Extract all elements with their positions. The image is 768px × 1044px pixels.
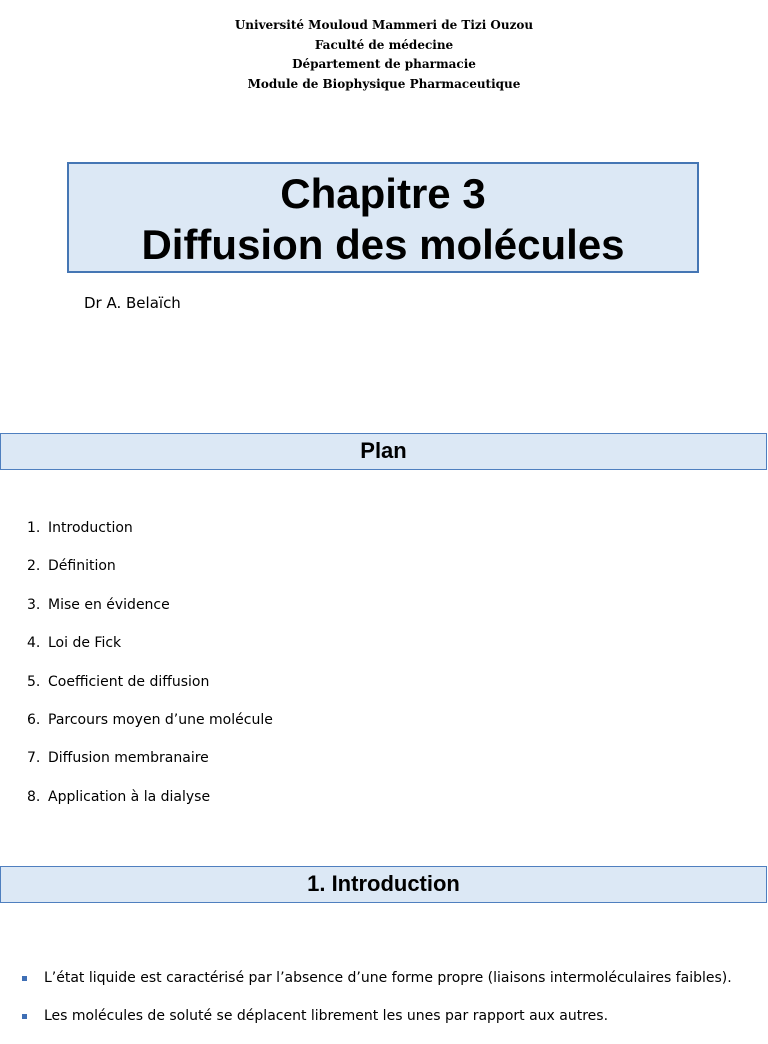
bullet-text: L’état liquide est caractérisé par l’absence d’une forme propre (liaisons intermoléculaires faibles). — [44, 970, 732, 986]
bullet-item — [22, 968, 732, 1006]
chapter-title: Diffusion des molécules — [141, 221, 625, 268]
list-item — [27, 710, 273, 748]
square-bullet-icon — [22, 976, 27, 981]
list-item-number: 3. — [27, 596, 41, 613]
list-item-label: Coefficient de diffusion — [48, 673, 210, 690]
list-item-label: Mise en évidence — [48, 596, 170, 613]
list-item — [27, 748, 273, 786]
plan-heading: Plan — [0, 433, 767, 470]
square-bullet-icon — [22, 1014, 27, 1019]
bullet-text: Les molécules de soluté se déplacent librement les unes par rapport aux autres. — [44, 1008, 609, 1024]
list-item — [27, 633, 273, 671]
list-item — [27, 595, 273, 633]
chapter-number: Chapitre 3 — [280, 170, 486, 217]
introduction-bullets — [22, 968, 732, 1044]
header-line-university: Université Mouloud Mammeri de Tizi Ouzou — [234, 18, 534, 32]
list-item — [27, 556, 273, 594]
plan-list — [27, 518, 273, 825]
list-item-label: Introduction — [48, 520, 133, 536]
chapter-title-box — [67, 162, 699, 273]
header-line-department: Département de pharmacie — [292, 57, 476, 71]
header-line-module: Module de Biophysique Pharmaceutique — [247, 76, 521, 91]
list-item — [27, 672, 273, 710]
list-item-label: Loi de Fick — [48, 635, 122, 652]
list-item-number: 2. — [27, 558, 41, 575]
list-item-label: Parcours moyen d’une molécule — [48, 711, 273, 728]
list-item — [27, 787, 273, 825]
list-item-label: Définition — [48, 558, 116, 575]
list-item-number: 7. — [27, 750, 41, 767]
list-item-label: Diffusion membranaire — [48, 750, 209, 767]
list-item-number: 4. — [27, 635, 41, 652]
list-item-label: Application à la dialyse — [48, 788, 211, 805]
list-item-number: 6. — [27, 711, 41, 728]
list-item-number: 1. — [27, 520, 41, 536]
list-item-number: 5. — [27, 673, 41, 690]
list-item — [27, 518, 273, 556]
bullet-item — [22, 1006, 732, 1044]
institution-header — [0, 16, 768, 94]
introduction-heading: 1. Introduction — [0, 866, 767, 903]
author-name: Dr A. Belaïch — [84, 294, 181, 312]
header-line-faculty: Faculté de médecine — [314, 37, 454, 52]
list-item-number: 8. — [27, 788, 41, 805]
